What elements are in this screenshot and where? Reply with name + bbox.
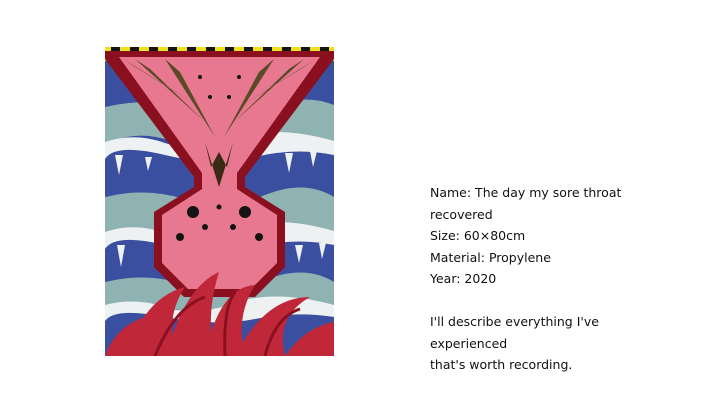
artwork-name-continued: recovered — [430, 206, 493, 222]
artwork-description-line-1: I'll describe everything I've experienced — [430, 314, 599, 351]
artwork-name: Name: The day my sore throat — [430, 185, 622, 200]
painting-image — [105, 47, 334, 356]
artwork-material: Material: Propylene — [430, 249, 551, 265]
artwork-size: Size: 60×80cm — [430, 228, 526, 243]
artwork-description-line-2: that's worth recording. — [430, 357, 573, 372]
artwork-caption — [430, 182, 680, 376]
artwork-year: Year: 2020 — [430, 271, 497, 286]
